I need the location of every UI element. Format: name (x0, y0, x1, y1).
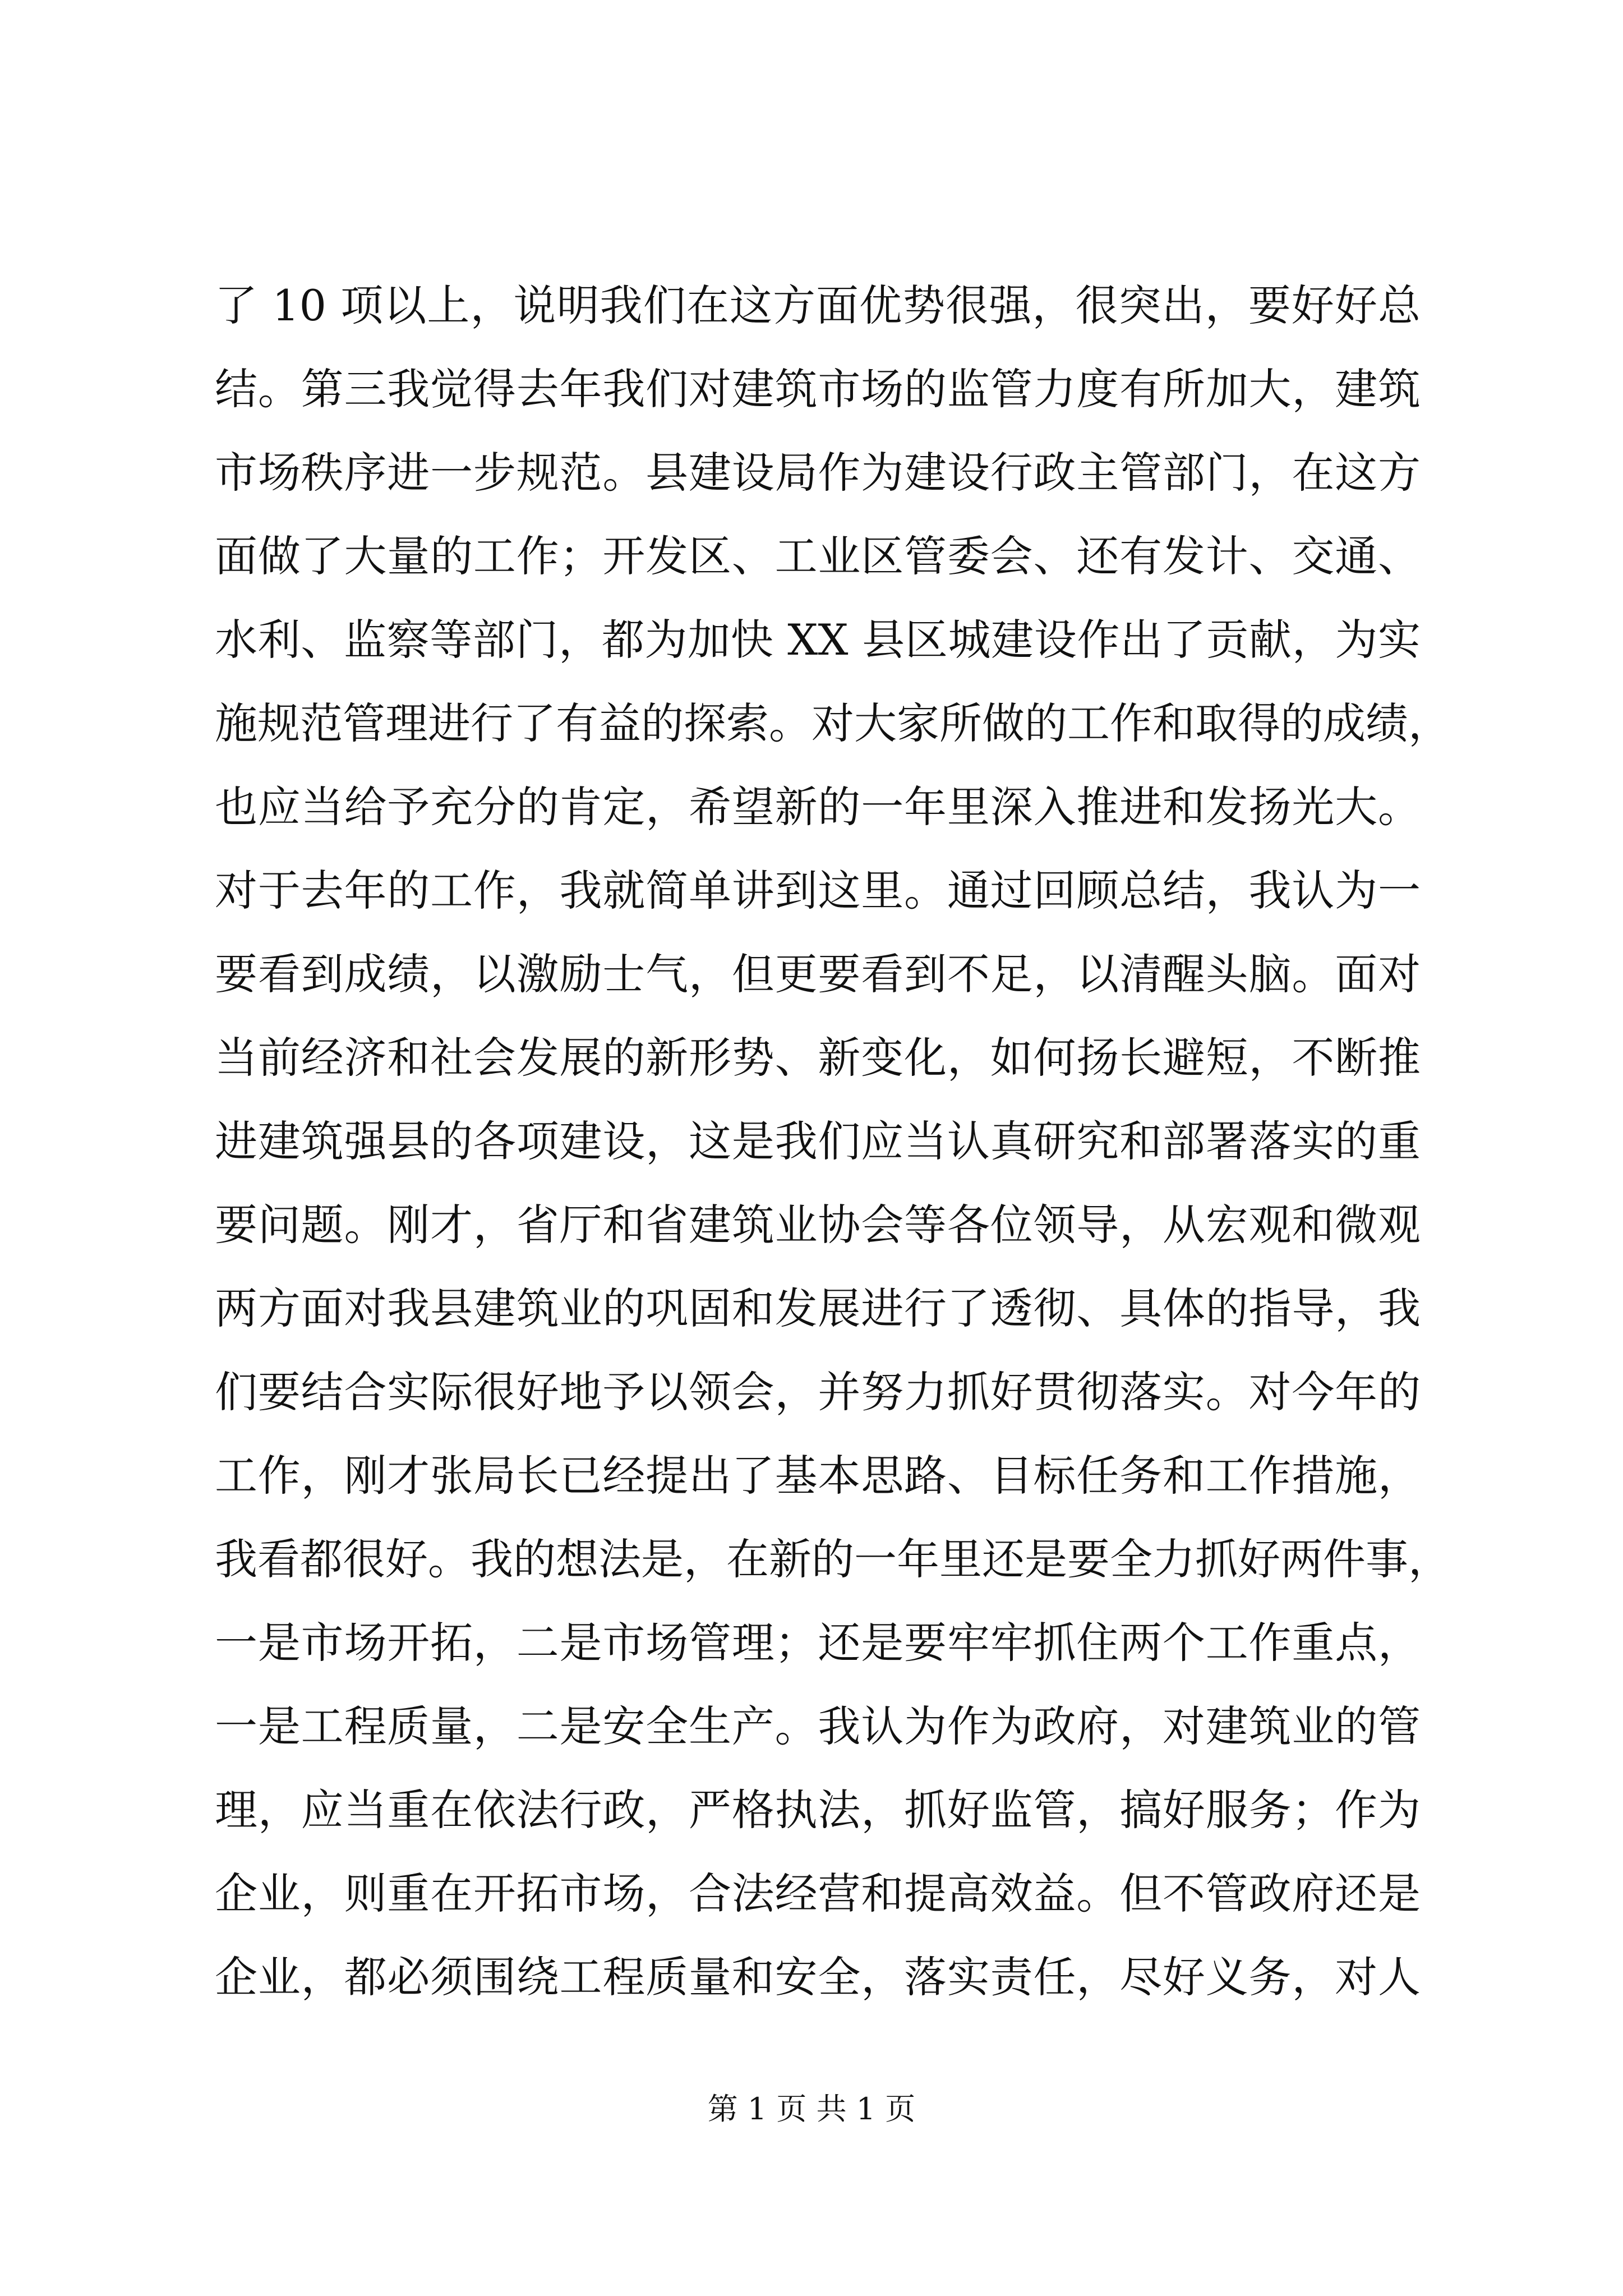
text-line: 理，应当重在依法行政，严格执法，抓好监管，搞好服务；作为 (215, 1785, 1421, 1835)
text-line: 企业，则重在开拓市场，合法经营和提高效益。但不管政府还是 (215, 1869, 1421, 1918)
text-line: 施规范管理进行了有益的探索。对大家所做的工作和取得的成绩， (215, 698, 1451, 748)
text-line: 要看到成绩，以激励士气，但更要看到不足，以清醒头脑。面对 (215, 949, 1421, 999)
text-line: 一是市场开拓，二是市场管理；还是要牢牢抓住两个工作重点， (215, 1618, 1421, 1668)
text-line: 进建筑强县的各项建设，这是我们应当认真研究和部署落实的重 (215, 1116, 1421, 1166)
text-line: 对于去年的工作，我就简单讲到这里。通过回顾总结，我认为一 (215, 866, 1421, 915)
text-line: 市场秩序进一步规范。县建设局作为建设行政主管部门，在这方 (215, 448, 1421, 498)
text-line: 了 10 项以上，说明我们在这方面优势很强，很突出，要好好总 (215, 280, 1421, 330)
text-line: 水利、监察等部门，都为加快 XX 县区城建设作出了贡献，为实 (215, 615, 1421, 665)
text-line: 当前经济和社会发展的新形势、新变化，如何扬长避短，不断推 (215, 1033, 1421, 1083)
page-footer: 第 1 页 共 1 页 (707, 2091, 916, 2127)
text-line: 工作，刚才张局长已经提出了基本思路、目标任务和工作措施， (215, 1451, 1421, 1501)
text-line: 面做了大量的工作；开发区、工业区管委会、还有发计、交通、 (215, 531, 1421, 581)
text-line: 一是工程质量，二是安全生产。我认为作为政府，对建筑业的管 (215, 1701, 1421, 1751)
text-line: 两方面对我县建筑业的巩固和发展进行了透彻、具体的指导，我 (215, 1283, 1421, 1333)
body-text (215, 264, 1451, 2019)
text-line: 也应当给予充分的肯定，希望新的一年里深入推进和发扬光大。 (215, 782, 1421, 832)
text-line: 企业，都必须围绕工程质量和安全，落实责任，尽好义务，对人 (215, 1952, 1421, 2002)
text-line: 要问题。刚才，省厅和省建筑业协会等各位领导，从宏观和微观 (215, 1200, 1421, 1250)
text-line: 结。第三我觉得去年我们对建筑市场的监管力度有所加大，建筑 (215, 364, 1421, 414)
text-line: 我看都很好。我的想法是，在新的一年里还是要全力抓好两件事， (215, 1534, 1451, 1584)
text-line: 们要结合实际很好地予以领会，并努力抓好贯彻落实。对今年的 (215, 1367, 1421, 1417)
